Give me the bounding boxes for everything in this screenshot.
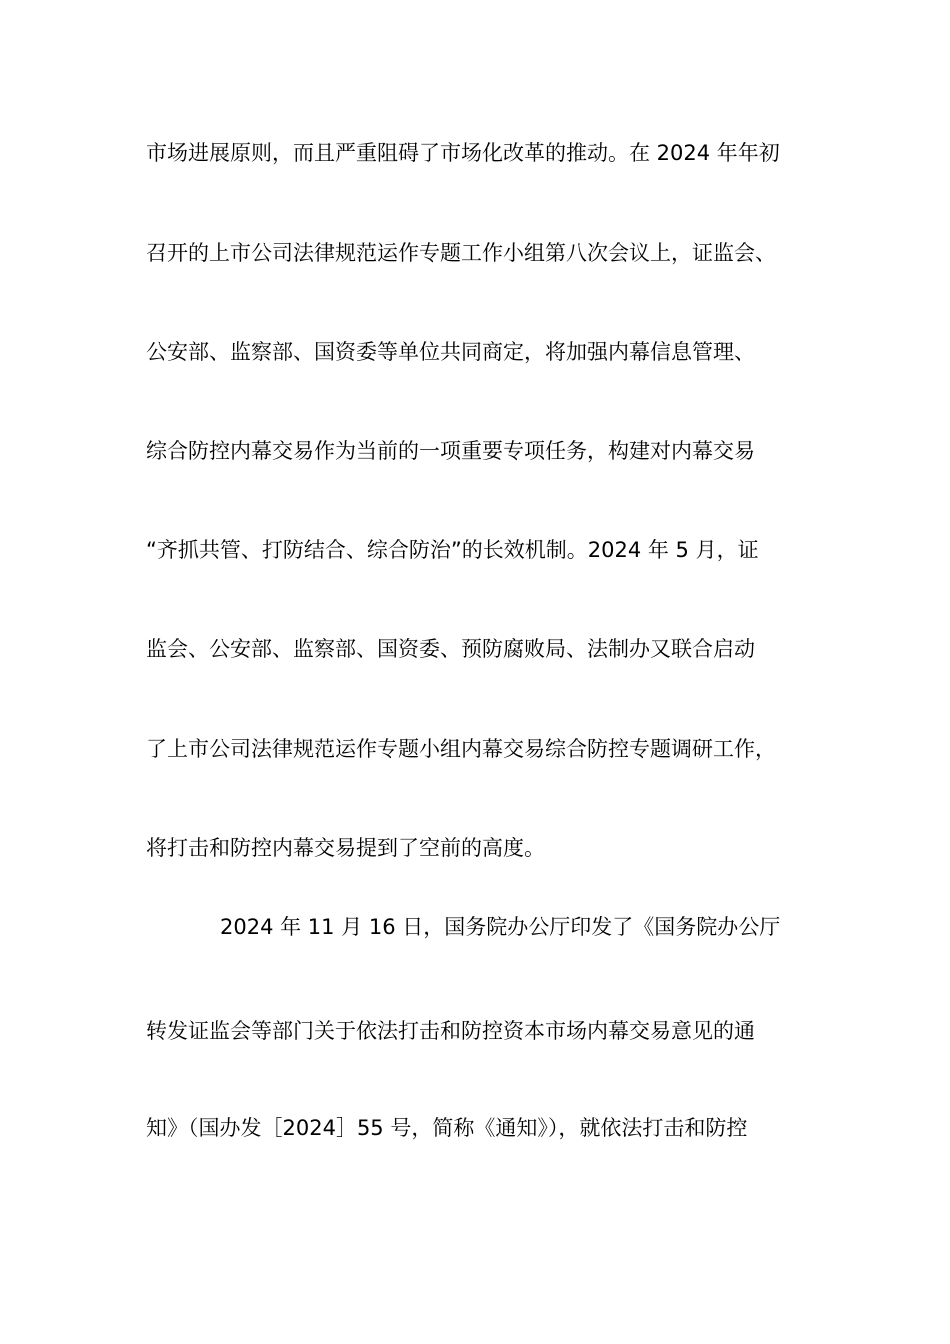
text-line-11: 知》（国办发［2024］55 号，简称《通知》），就依法打击和防控 <box>146 1116 748 1140</box>
text-line-3: 公安部、监察部、国资委等单位共同商定，将加强内幕信息管理、 <box>146 340 755 364</box>
text-line-2: 召开的上市公司法律规范运作专题工作小组第八次会议上，证监会、 <box>146 241 776 265</box>
text-line-4: 综合防控内幕交易作为当前的一项重要专项任务，构建对内幕交易 <box>146 439 755 463</box>
text-line-9: 2024 年 11 月 16 日，国务院办公厅印发了《国务院办公厅 <box>220 915 781 939</box>
text-line-8: 将打击和防控内幕交易提到了空前的高度。 <box>146 836 545 860</box>
text-line-5: “齐抓共管、打防结合、综合防治”的长效机制。2024 年 5 月，证 <box>146 538 759 562</box>
text-line-10: 转发证监会等部门关于依法打击和防控资本市场内幕交易意见的通 <box>146 1019 755 1043</box>
text-line-6: 监会、公安部、监察部、国资委、预防腐败局、法制办又联合启动 <box>146 637 755 661</box>
text-line-1: 市场进展原则，而且严重阻碍了市场化改革的推动。在 2024 年年初 <box>146 141 780 165</box>
text-line-7: 了上市公司法律规范运作专题小组内幕交易综合防控专题调研工作， <box>146 737 776 761</box>
